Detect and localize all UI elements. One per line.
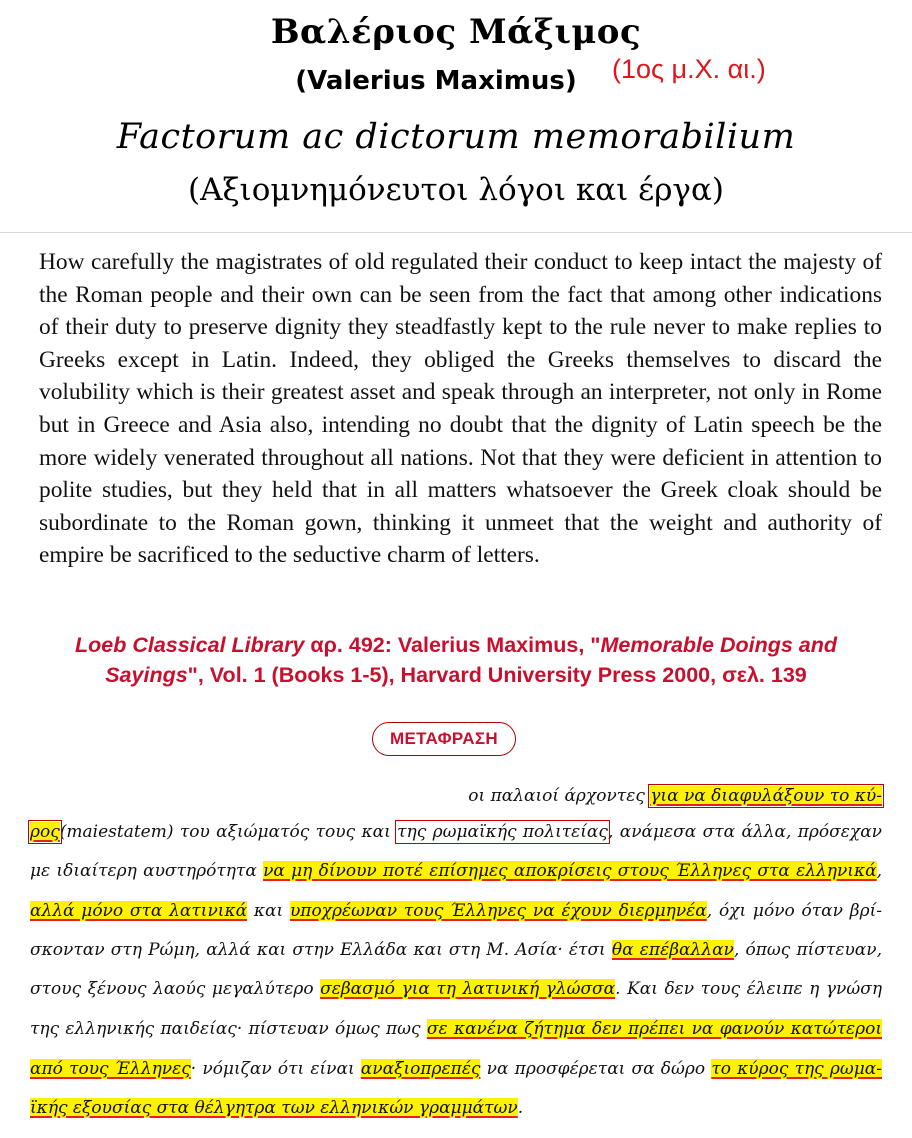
translation-text: .	[517, 1098, 524, 1118]
translation-text: στους ξένους λαούς μεγαλύτερο	[30, 979, 321, 999]
highlighted-phrase: το κύρος της ρωμα-	[711, 1059, 882, 1079]
citation-series: Loeb Classical Library	[74, 633, 305, 657]
highlighted-phrase: από τους Έλληνες	[30, 1059, 191, 1079]
citation-title-a: Memorable Doings and	[600, 633, 838, 657]
translation-line	[30, 932, 882, 968]
highlighted-phrase: για να διαφυλάξουν το κύ-	[650, 786, 882, 806]
translation-line	[30, 1011, 882, 1047]
citation-part-1: αρ. 492: Valerius Maximus, "	[304, 633, 601, 657]
citation-part-2: ", Vol. 1 (Books 1-5), Harvard University Press 2000, σελ. 139	[187, 663, 807, 687]
highlighted-phrase: ϊκής εξουσίας στα θέλγητρα των ελληνικών γραμμάτων	[30, 1098, 518, 1118]
translation-line	[30, 814, 882, 850]
highlighted-phrase: θα επέβαλλαν	[611, 940, 734, 960]
translation-text: (maiestatem) του αξιώματός τους και	[59, 822, 398, 842]
translation-badge: ΜΕΤΑΦΡΑΣΗ	[372, 722, 516, 756]
translation-text: , όχι μόνο όταν βρί-	[706, 901, 882, 921]
translation-text: · νόμιζαν ότι είναι	[190, 1059, 361, 1079]
english-passage: How carefully the magistrates of old regulated their conduct to keep intact the majesty of the Roman people and their own can be seen from the fact that among other indications of their duty to preserve dignity they steadfastly kept to the rule never to make replies to Greeks except in Latin. Indeed, they obliged the Greeks themselves to discard the volubility which is their greatest asset and speak through an interpreter, not only in Rome but in Greece and Asia also, intending no doubt that the dignity of Latin speech be the more widely venerated throughout all nations. Not that they were deficient in attention to polite studies, but they held that in all matters whatsoever the Greek cloak should be subordinate to the Roman gown, thinking it unmeet that the weight and authority of empire be sacrificed to the seductive charm of letters.	[39, 249, 882, 569]
translation-text: σκονταν στη Ρώμη, αλλά και στην Ελλάδα και στη Μ. Ασία· έτσι	[30, 940, 612, 960]
citation-title-b: Sayings	[105, 663, 188, 687]
author-latin-name: (Valerius Maximus)	[295, 66, 577, 96]
source-citation	[0, 630, 912, 690]
translation-line	[30, 971, 882, 1007]
translation-text: ,	[876, 861, 882, 881]
translation-line	[30, 853, 882, 889]
highlighted-phrase: υποχρέωναν τους Έλληνες να έχουν διερμηνέα	[289, 901, 707, 921]
translation-line	[30, 1051, 882, 1087]
translation-text: οι παλαιοί άρχοντες	[468, 786, 651, 806]
author-greek-name: Βαλέριος Μάξιμος	[270, 12, 642, 52]
work-title-latin: Factorum ac dictorum memorabilium	[116, 117, 796, 157]
highlighted-phrase: αλλά μόνο στα λατινικά	[30, 901, 248, 921]
highlighted-phrase: σεβασμό για τη λατινική γλώσσα	[320, 979, 616, 999]
translation-text: της ελληνικής παιδείας· πίστευαν όμως πως	[30, 1019, 427, 1039]
header-divider	[0, 232, 912, 233]
century-note: (1ος μ.Χ. αι.)	[612, 54, 766, 84]
work-title-greek: (Αξιομνημόνευτοι λόγοι και έργα)	[188, 172, 724, 208]
translation-line	[30, 1090, 882, 1126]
highlighted-phrase: να μη δίνουν ποτέ επίσημες αποκρίσεις στους Έλληνες στα ελληνικά	[263, 861, 877, 881]
translation-text: και	[247, 901, 290, 921]
translation-text: , ανάμεσα στα άλλα, πρόσεχαν	[607, 822, 883, 842]
highlighted-phrase: αναξιοπρεπές	[360, 1059, 481, 1079]
highlighted-phrase: ρος	[30, 822, 60, 842]
translation-text: με ιδιαίτερη αυστηρότητα	[30, 861, 264, 881]
translation-line	[30, 893, 882, 929]
translation-text: . Και δεν τους έλειπε η γνώση	[615, 979, 883, 999]
translation-text: , όπως πίστευαν,	[733, 940, 882, 960]
boxed-phrase: της ρωμαϊκής πολιτείας	[397, 822, 608, 842]
highlighted-phrase: σε κανένα ζήτημα δεν πρέπει να φανούν κατώτεροι	[426, 1019, 882, 1039]
translation-line	[30, 778, 882, 814]
translation-text: να προσφέρεται σα δώρο	[480, 1059, 712, 1079]
